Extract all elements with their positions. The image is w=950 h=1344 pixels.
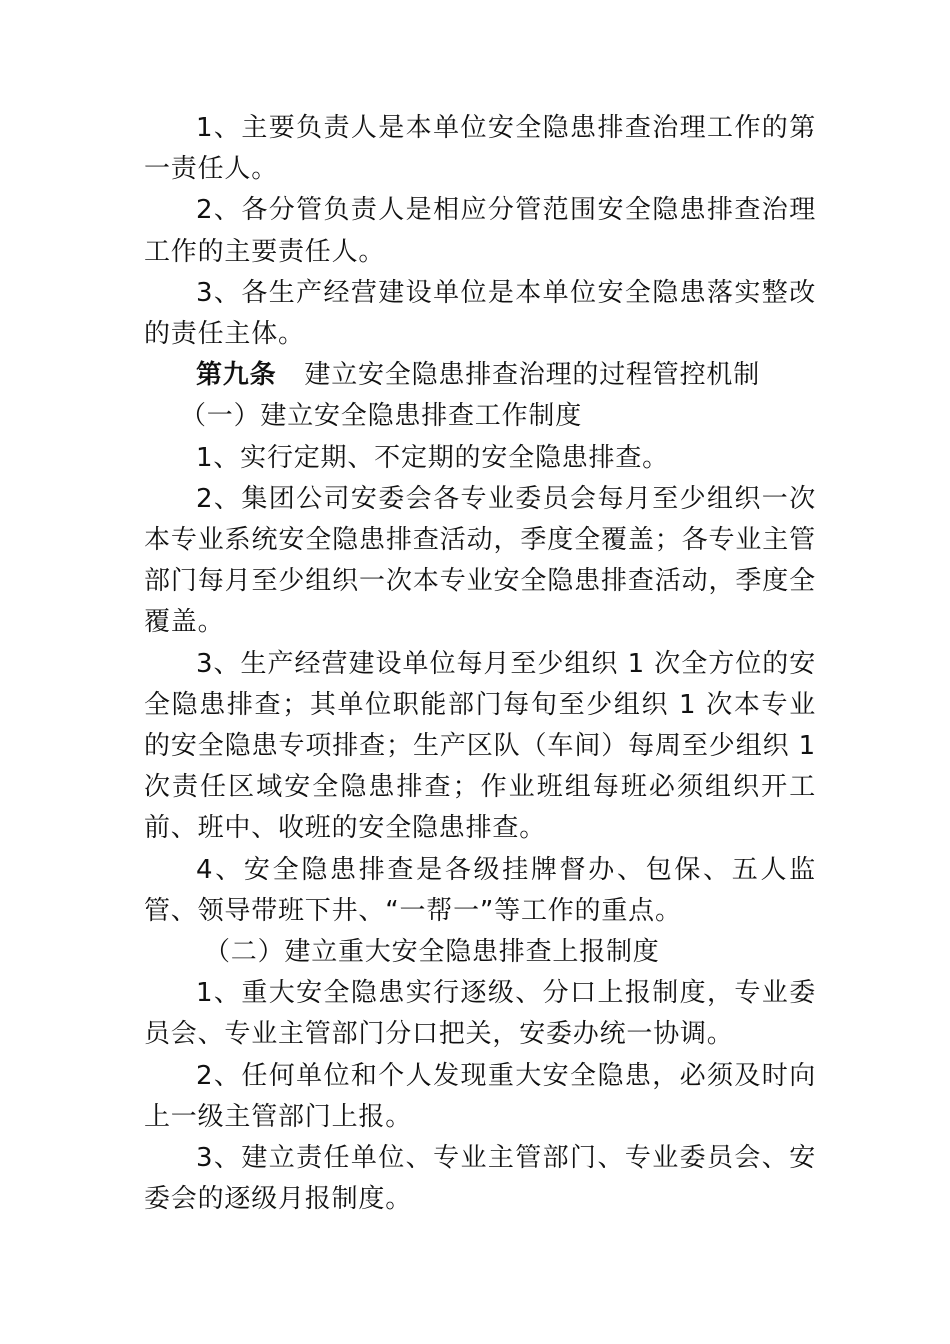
section1-item-1: 1、实行定期、不定期的安全隐患排查。 xyxy=(196,442,669,473)
section2-item-1: 1、重大安全隐患实行逐级、分口上报制度，专业委员会、专业主管部门分口把关，安委办统一协调。 xyxy=(144,978,816,1050)
section1-item-3: 3、生产经营建设单位每月至少组织 1 次全方位的安全隐患排查；其单位职能部门每旬至少组织 1 次本专业的安全隐患专项排查；生产区队（车间）每周至少组织 1 次责任区域安全隐患排查；作业班组每班必须组织开工前、班中、收班的安全隐患排查。 xyxy=(144,648,816,844)
section1-item-2: 2、集团公司安委会各专业委员会每月至少组织一次本专业系统安全隐患排查活动，季度全覆盖；各专业主管部门每月至少组织一次本专业安全隐患排查活动，季度全覆盖。 xyxy=(144,483,816,638)
section-heading-1: （一）建立安全隐患排查工作制度 xyxy=(180,401,583,432)
article-title: 建立安全隐患排查治理的过程管控机制 xyxy=(304,360,761,391)
article-heading xyxy=(144,355,816,396)
document-body xyxy=(144,108,816,1220)
paragraph-responsibility-2: 2、各分管负责人是相应分管范围安全隐患排查治理工作的主要责任人。 xyxy=(144,195,816,267)
section2-item-3: 3、建立责任单位、专业主管部门、专业委员会、安委会的逐级月报制度。 xyxy=(144,1143,816,1215)
article-number: 第九条 xyxy=(196,360,277,391)
section1-item-4: 4、安全隐患排查是各级挂牌督办、包保、五人监管、领导带班下井、“一帮一”等工作的重点。 xyxy=(144,854,816,926)
section-heading-2: （二）建立重大安全隐患排查上报制度 xyxy=(204,937,660,968)
section2-item-2: 2、任何单位和个人发现重大安全隐患，必须及时向上一级主管部门上报。 xyxy=(144,1060,816,1132)
paragraph-responsibility-1: 1、主要负责人是本单位安全隐患排查治理工作的第一责任人。 xyxy=(144,113,816,185)
paragraph-responsibility-3: 3、各生产经营建设单位是本单位安全隐患落实整改的责任主体。 xyxy=(144,277,816,350)
